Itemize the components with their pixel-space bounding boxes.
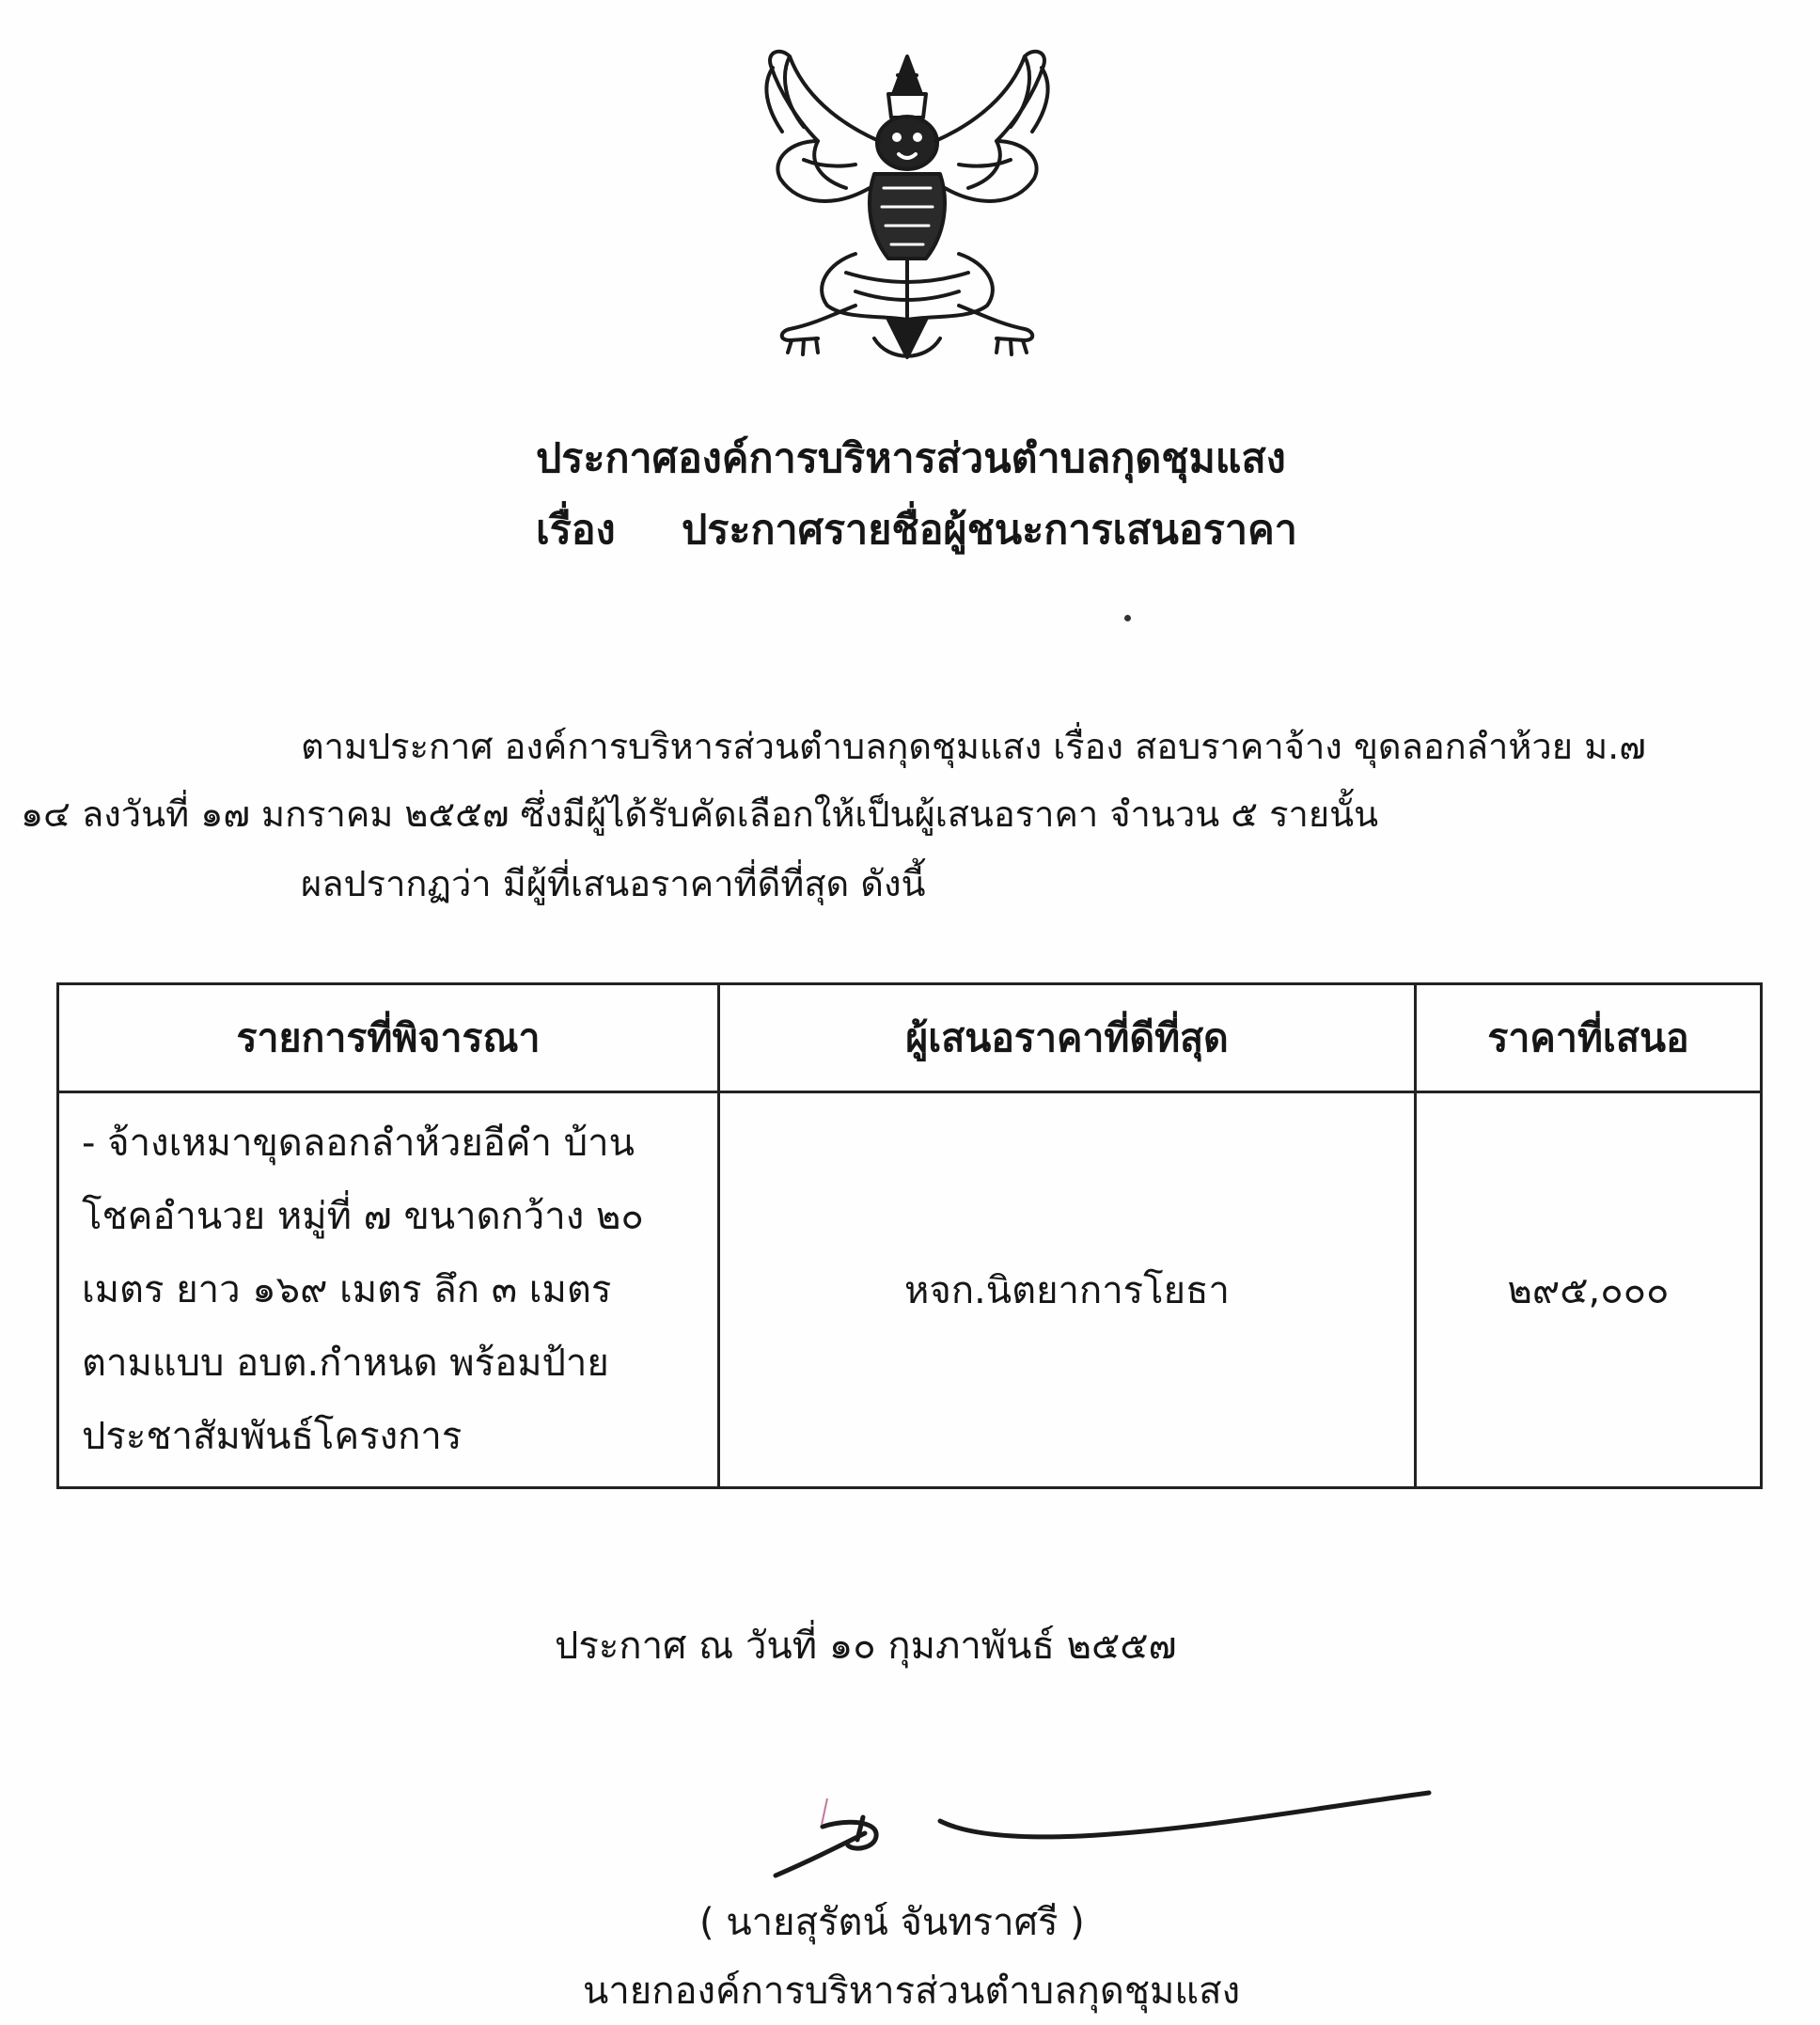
subject-line [536, 494, 1382, 566]
item-description-cell [58, 1092, 719, 1488]
signer-position: นายกองค์การบริหารส่วนตำบลกุดชุมแสง [583, 1970, 1241, 2013]
description-line: ประชาสัมพันธ์โครงการ [82, 1415, 463, 1458]
body-line-3: ผลปรากฏว่า มีผู้ที่เสนอราคาที่ดีที่สุด ดังนี้ [301, 863, 926, 904]
signer-name: ( นายสุรัตน์ จันทราศรี ) [699, 1901, 1085, 1944]
description-line: โชคอำนวย หมู่ที่ ๗ ขนาดกว้าง ๒๐ [82, 1195, 644, 1238]
bid-results-table [56, 982, 1763, 1489]
header-item: รายการที่พิจารณา [58, 984, 719, 1092]
header-offered-price: ราคาที่เสนอ [1416, 984, 1762, 1092]
table-row [58, 1092, 1762, 1488]
header-best-bidder: ผู้เสนอราคาที่ดีที่สุด [719, 984, 1416, 1092]
body-line-1: ตามประกาศ องค์การบริหารส่วนตำบลกุดชุมแสง เรื่อง สอบราคาจ้าง ขุดลอกลำห้วย ม.๗ [301, 726, 1646, 767]
subject-label: เรื่อง [536, 507, 616, 554]
announcement-date: ประกาศ ณ วันที่ ๑๐ กุมภาพันธ์ ๒๕๕๗ [555, 1625, 1177, 1668]
body-line-2: ๑๔ ลงวันที่ ๑๗ มกราคม ๒๕๕๗ ซึ่งมีผู้ได้รับคัดเลือกให้เป็นผู้เสนอราคา จำนวน ๕ รายนั้น [21, 793, 1379, 835]
stray-mark [1124, 615, 1131, 621]
bidder-name-cell: หจก.นิตยาการโยธา [719, 1092, 1416, 1488]
table-header-row [58, 984, 1762, 1092]
offered-price-cell: ๒๙๕,๐๐๐ [1416, 1092, 1762, 1488]
description-line: - จ้างเหมาขุดลอกลำห้วยอีคำ บ้าน [82, 1122, 635, 1165]
subject-text: ประกาศรายชื่อผู้ชนะการเสนอราคา [682, 507, 1297, 554]
description-line: ตามแบบ อบต.กำหนด พร้อมป้าย [82, 1342, 609, 1385]
description-line: เมตร ยาว ๑๖๙ เมตร ลึก ๓ เมตร [82, 1268, 612, 1311]
document-header [536, 423, 1382, 566]
garuda-emblem-icon [714, 38, 1100, 395]
handwritten-signature [771, 1782, 1448, 1894]
issuer-title: ประกาศองค์การบริหารส่วนตำบลกุดชุมแสง [536, 435, 1286, 482]
